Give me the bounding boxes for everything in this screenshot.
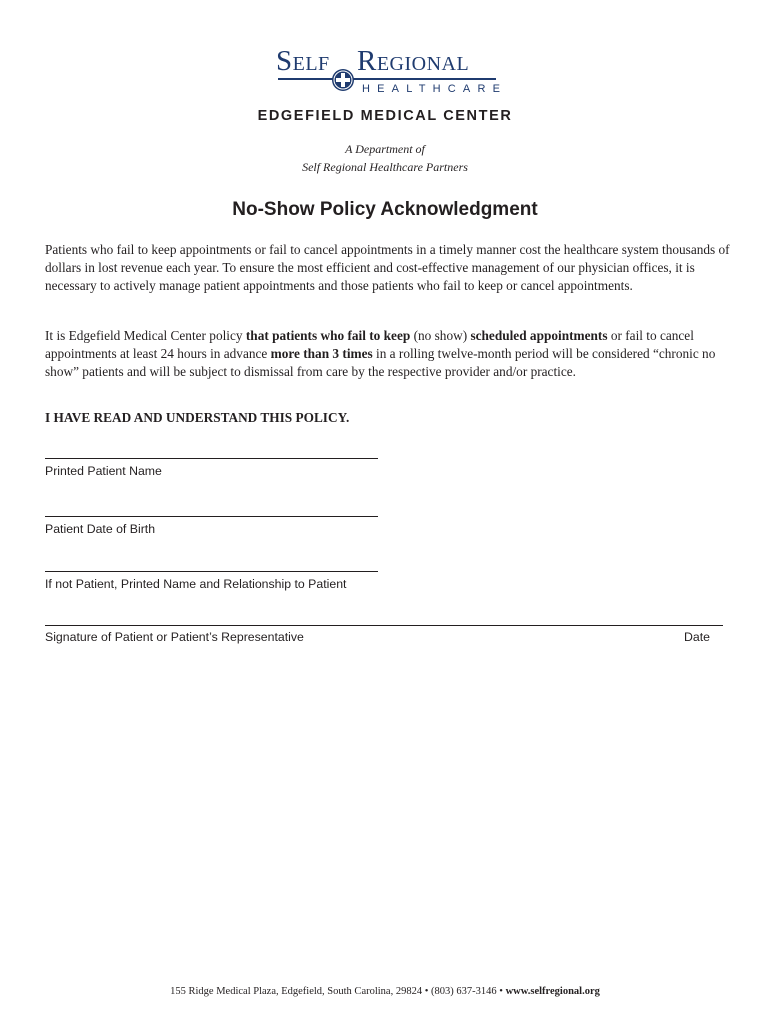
printed-name-label: Printed Patient Name xyxy=(45,464,162,478)
policy-text-3: or fail to cancel appointments at least 24 hours in advance xyxy=(45,328,694,362)
acknowledgment-statement: I HAVE READ AND UNDERSTAND THIS POLICY. xyxy=(45,410,350,425)
policy-text-2: (no show) xyxy=(410,328,471,343)
footer-address: 155 Ridge Medical Plaza, Edgefield, South Carolina, 29824 • (803) 637-3146 • xyxy=(170,986,506,997)
signature-date-field[interactable] xyxy=(45,625,723,626)
signature-label: Signature of Patient or Patient’s Representative xyxy=(45,630,304,644)
logo-subtitle: HEALTHCARE xyxy=(362,83,508,95)
department-line-1: A Department of xyxy=(345,142,425,156)
date-of-birth-field[interactable] xyxy=(45,516,378,517)
page-title: No-Show Policy Acknowledgment xyxy=(232,199,538,220)
policy-text-1: It is Edgefield Medical Center policy xyxy=(45,328,246,343)
logo-word-self: Self xyxy=(276,45,330,77)
footer-contact xyxy=(0,986,770,997)
policy-text-4: in a rolling twelve-month period will be considered “chronic no show” patients and will be subject to dismissal from care by the respective provider and/or practice. xyxy=(45,346,716,380)
policy-bold-1: that patients who fail to keep xyxy=(245,328,411,343)
policy-bold-2: scheduled appointments xyxy=(470,328,608,343)
logo-word-regional: Regional xyxy=(357,45,470,77)
representative-name-field[interactable] xyxy=(45,571,378,572)
medical-cross-icon xyxy=(331,68,355,92)
center-name: EDGEFIELD MEDICAL CENTER xyxy=(257,108,513,124)
date-of-birth-label: Patient Date of Birth xyxy=(45,522,156,536)
policy-paragraph-2 xyxy=(45,327,730,382)
policy-paragraph-1: Patients who fail to keep appointments or fail to cancel appointments in a timely manner cost the healthcare system thousands of dollars in lost revenue each year. To ensure the most efficient and cost-effective management of our physician offices, it is necessary to actively manage patient appointments and those patients who fail to keep or cancel appointments. xyxy=(45,242,730,294)
date-label: Date xyxy=(684,630,710,644)
policy-bold-3: more than 3 times xyxy=(270,346,373,362)
representative-name-label: If not Patient, Printed Name and Relationship to Patient xyxy=(45,577,347,591)
department-line-2: Self Regional Healthcare Partners xyxy=(302,160,468,174)
footer-website-link[interactable]: www.selfregional.org xyxy=(505,986,600,997)
printed-name-field[interactable] xyxy=(45,458,378,459)
self-regional-logo xyxy=(276,45,508,100)
logo-rule xyxy=(278,78,496,80)
